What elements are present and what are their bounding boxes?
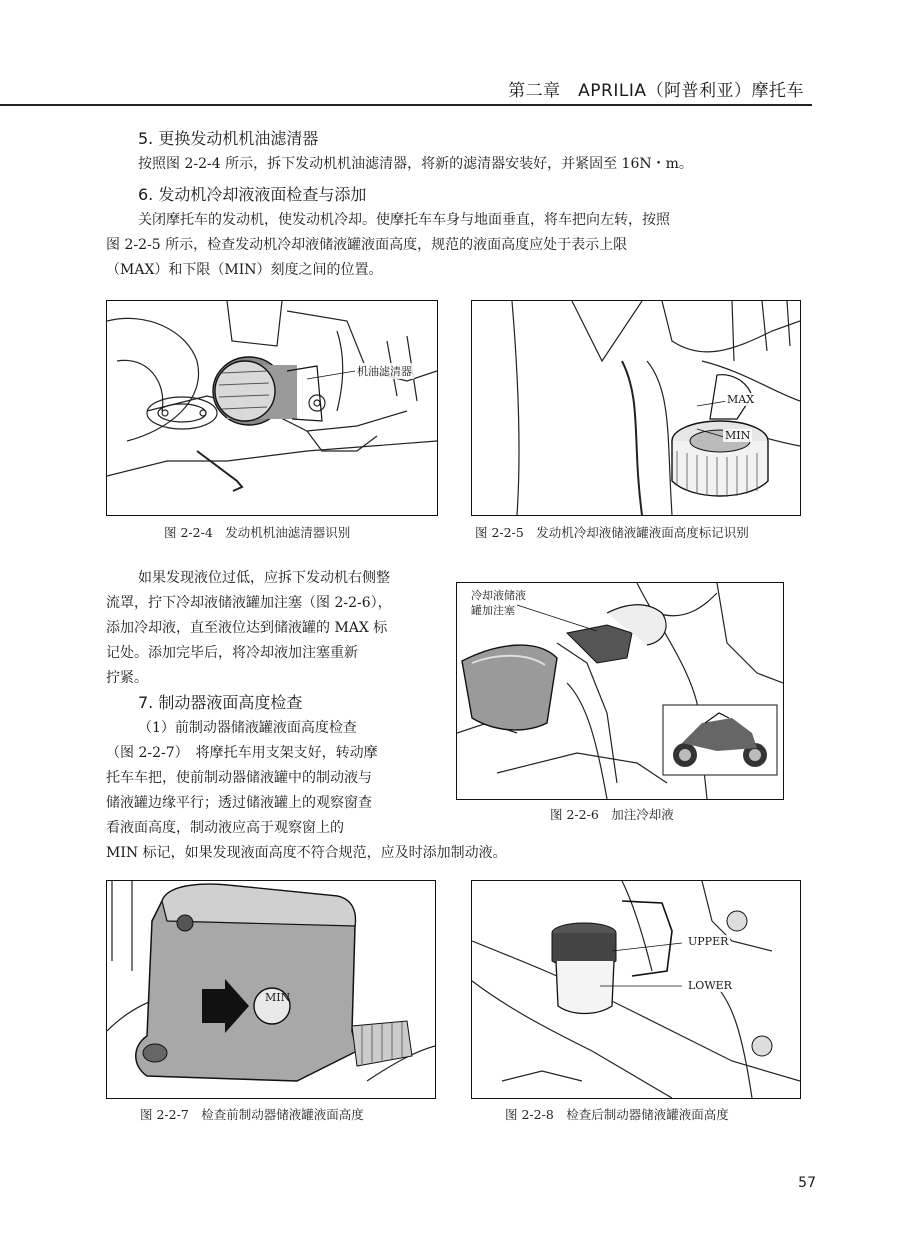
section5-heading: 5. 更换发动机机油滤清器 [138, 129, 319, 148]
figure-2-2-6-add-coolant [456, 582, 784, 800]
inset-motorcycle-photo [663, 705, 777, 775]
paragraph-line: 看液面高度，制动液应高于观察窗上的 [106, 820, 344, 836]
figure-2-2-7-caption: 图 2-2-7 检查前制动器储液罐液面高度 [140, 1107, 364, 1122]
paragraph-line: MIN 标记，如果发现液面高度不符合规范，应及时添加制动液。 [106, 845, 507, 861]
paragraph-line: 图 2-2-5 所示，检查发动机冷却液储液罐液面高度，规范的液面高度应处于表示上限 [106, 237, 628, 253]
coolant-paragraph [106, 566, 442, 691]
figure-2-2-6-caption: 图 2-2-6 加注冷却液 [550, 807, 674, 822]
section6-paragraph [106, 208, 806, 283]
paragraph-line: 如果发现液位过低，应拆下发动机右侧整 [138, 570, 390, 586]
paragraph-line: 流罩，拧下冷却液储液罐加注塞（图 2-2-6）， [106, 595, 392, 611]
paragraph-line: 关闭摩托车的发动机，使发动机冷却。使摩托车车身与地面垂直，将车把向左转，按照 [138, 212, 670, 228]
figure-2-2-7-front-brake [106, 880, 436, 1099]
paragraph-line: （图 2-2-7） 将摩托车用支架支好，转动摩 [106, 745, 378, 761]
paragraph-line: （1）前制动器储液罐液面高度检查 [138, 720, 357, 736]
min-label: MIN [725, 429, 751, 442]
upper-label: UPPER [688, 935, 729, 948]
filler-plug [567, 625, 632, 663]
paragraph-line: 储液罐边缘平行；透过储液罐上的观察窗查 [106, 795, 372, 811]
oil-filter-canister [213, 357, 322, 425]
filler-plug-callout-line2: 罐加注塞 [471, 604, 515, 617]
paragraph-line: 拧紧。 [106, 670, 148, 686]
chapter-header: 第二章 APRILIA（阿普利亚）摩托车 [508, 81, 804, 101]
paragraph-line: 记处。添加完毕后，将冷却液加注塞重新 [106, 645, 358, 661]
lower-label: LOWER [688, 979, 732, 992]
figure-2-2-8-caption: 图 2-2-8 检查后制动器储液罐液面高度 [505, 1107, 729, 1122]
filler-plug-callout-line1: 冷却液储液 [471, 589, 526, 602]
coolant-reservoir-illustration [472, 301, 800, 515]
figure-2-2-4-oil-filter [106, 300, 438, 516]
section6-heading: 6. 发动机冷却液液面检查与添加 [138, 185, 367, 204]
section7-heading: 7. 制动器液面高度检查 [138, 693, 303, 712]
section7-last-line [106, 841, 806, 866]
front-brake-reservoir-illustration [107, 881, 435, 1098]
page-number: 57 [798, 1175, 816, 1191]
paragraph-line: 按照图 2-2-4 所示，拆下发动机机油滤清器，将新的滤清器安装好，并紧固至 16N・m。 [138, 156, 693, 172]
figure-2-2-8-rear-brake [471, 880, 801, 1099]
header-rule [0, 104, 812, 106]
paragraph-line: （MAX）和下限（MIN）刻度之间的位置。 [106, 262, 383, 278]
brake-reservoir-body [136, 884, 412, 1081]
paragraph-line: 添加冷却液，直至液位达到储液罐的 MAX 标 [106, 620, 388, 636]
funnel-shape [462, 645, 557, 730]
section7-paragraph [106, 716, 442, 841]
oil-filter-callout: 机油滤清器 [357, 365, 412, 378]
max-label: MAX [727, 393, 755, 406]
figure-2-2-5-coolant-level [471, 300, 801, 516]
figure-2-2-4-caption: 图 2-2-4 发动机机油滤清器识别 [164, 525, 351, 540]
figure-2-2-5-caption: 图 2-2-5 发动机冷却液储液罐液面高度标记识别 [475, 525, 749, 540]
oil-filter-illustration [107, 301, 437, 515]
front-min-label: MIN [265, 991, 291, 1004]
rear-brake-reservoir-illustration [472, 881, 800, 1098]
section5-paragraph [138, 152, 808, 177]
paragraph-line: 托车车把，使前制动器储液罐中的制动液与 [106, 770, 372, 786]
